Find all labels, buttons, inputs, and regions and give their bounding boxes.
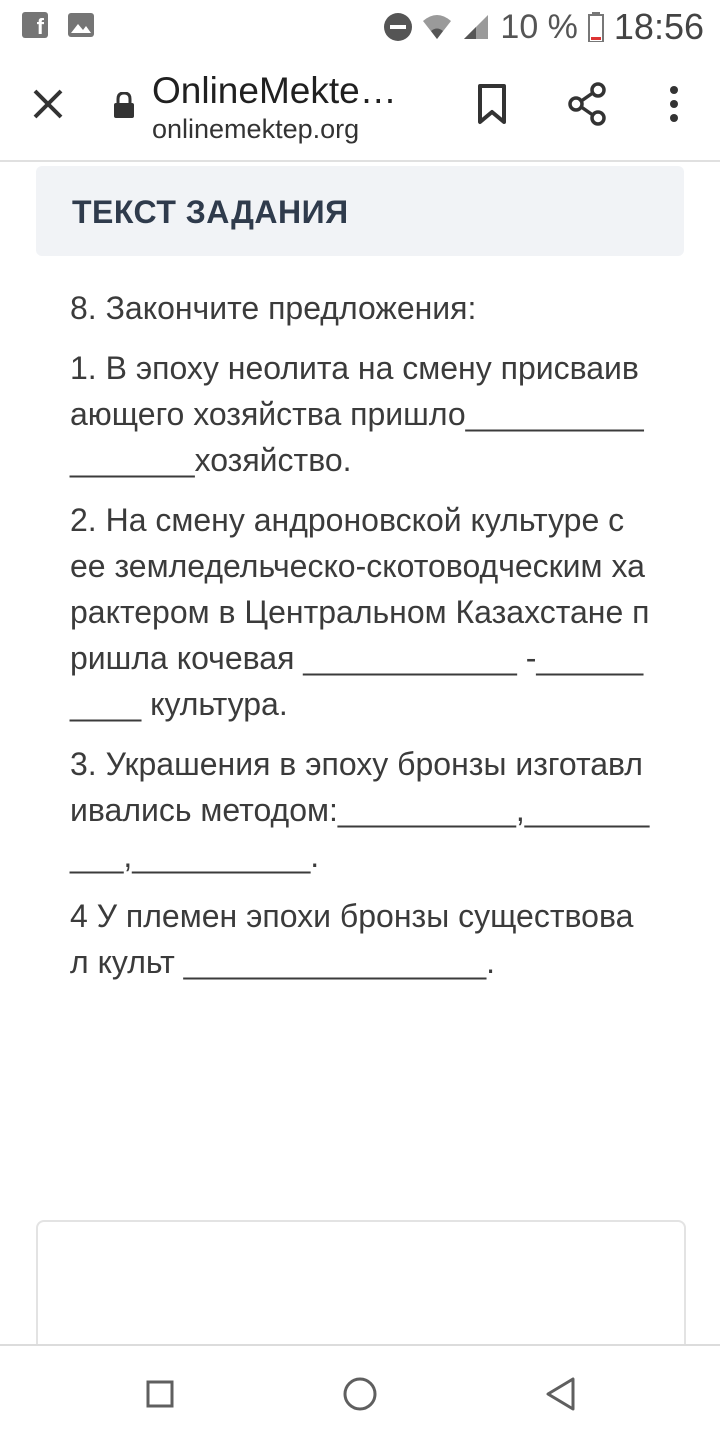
wifi-icon: [422, 13, 452, 41]
signal-icon: [462, 13, 490, 41]
clock: 18:56: [613, 6, 704, 47]
task-paragraph: 1. В эпоху неолита на смену присваивающего хозяйства пришло_________________хозяйство.: [70, 350, 644, 478]
bookmark-icon[interactable]: [472, 82, 512, 126]
navigation-bar: [0, 1344, 720, 1442]
task-header: [36, 166, 684, 256]
status-bar: [0, 0, 720, 52]
notification-icons: [22, 12, 94, 38]
close-icon[interactable]: [26, 82, 70, 126]
task-paragraph: 2. На смену андроновской культуре с ее земледельческо-скотоводческим характером в Центральном Казахстане пришла кочевая ____________ -__________ культура.: [70, 502, 650, 722]
task-paragraph: 8. Закончите предложения:: [70, 290, 477, 326]
facebook-icon: f: [22, 12, 48, 38]
back-icon[interactable]: [544, 1376, 578, 1412]
page-url[interactable]: onlinemektep.org: [152, 114, 360, 144]
battery-percent: 10 %: [500, 7, 578, 46]
task-paragraph: 4 У племен эпохи бронзы существовал культ _________________.: [70, 898, 634, 980]
task-header-label: ТЕКСТ ЗАДАНИЯ: [72, 194, 349, 230]
home-icon[interactable]: [342, 1376, 378, 1412]
share-icon[interactable]: [566, 82, 610, 126]
task-text: [70, 285, 650, 999]
answer-input-area[interactable]: [36, 1220, 686, 1364]
custom-tab-toolbar: [0, 52, 720, 162]
battery-icon: [588, 12, 604, 42]
lock-icon[interactable]: [113, 92, 135, 118]
dnd-icon: [384, 13, 412, 41]
more-icon[interactable]: [660, 82, 688, 126]
recents-icon[interactable]: [146, 1380, 174, 1408]
task-paragraph: 3. Украшения в эпоху бронзы изготавливались методом:__________,__________,__________.: [70, 746, 650, 874]
page-title: OnlineMekte…: [152, 70, 397, 111]
image-icon: [68, 13, 94, 37]
system-icons: [384, 6, 704, 48]
